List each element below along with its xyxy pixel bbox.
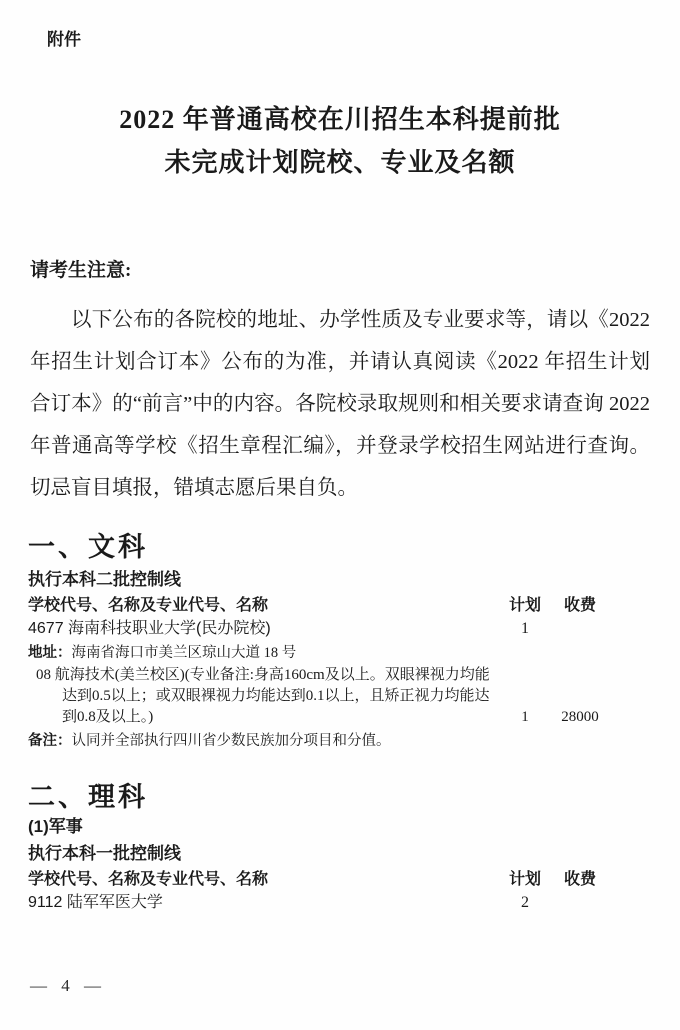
section-science — [28, 779, 680, 914]
major-text — [28, 665, 500, 728]
address-value: 海南省海口市美兰区琼山大道 18 号 — [71, 645, 297, 661]
table-header-row — [28, 595, 680, 617]
address-label: 地址： — [28, 645, 72, 661]
note-line — [28, 731, 680, 751]
school-code-name: 9112 陆军军医大学 — [28, 894, 163, 911]
column-header-plan: 计划 — [508, 871, 541, 888]
major-text-line-3: 到0.8及以上。) — [62, 709, 154, 725]
major-plan-value: 1 — [521, 709, 529, 725]
column-header-school: 学校代号、名称及专业代号、名称 — [28, 597, 269, 614]
section-heading-liberal-arts: 一、文科 — [28, 532, 148, 562]
control-line-label: 执行本科一批控制线 — [28, 844, 181, 863]
attachment-label: 附件 — [47, 30, 81, 49]
document-title-line-1: 2022 年普通高校在川招生本科提前批 — [119, 105, 561, 134]
major-row — [28, 665, 680, 728]
subsection-military-label: (1)军事 — [28, 817, 83, 836]
column-header-school: 学校代号、名称及专业代号、名称 — [28, 871, 269, 888]
column-header-fee: 收费 — [563, 597, 596, 614]
document-title-line-2: 未完成计划院校、专业及名额 — [164, 148, 516, 177]
note-value: 认同并全部执行四川省少数民族加分项目和分值。 — [71, 733, 391, 749]
major-text-line-2: 达到0.5以上；或双眼裸视力均能达到0.1以上，且矫正视力均能达 — [62, 688, 490, 704]
column-header-fee: 收费 — [563, 871, 596, 888]
note-label: 备注： — [28, 733, 72, 749]
column-header-plan: 计划 — [508, 597, 541, 614]
school-code-name: 4677 海南科技职业大学(民办院校) — [28, 620, 271, 637]
document-title — [0, 98, 680, 184]
section-heading-science: 二、理科 — [28, 782, 148, 812]
major-text-line-1: 08 航海技术(美兰校区)(专业备注:身高160cm及以上。双眼裸视力均能 — [36, 667, 490, 683]
page-number: — 4 — — [30, 976, 106, 995]
control-line-label: 执行本科二批控制线 — [28, 570, 181, 589]
section-liberal-arts — [28, 529, 680, 751]
major-fee-value: 28000 — [561, 709, 599, 725]
school-plan-value: 1 — [521, 620, 529, 637]
school-plan-value: 2 — [521, 894, 529, 911]
notice-heading: 请考生注意: — [30, 260, 132, 281]
notice-paragraph: 以下公布的各院校的地址、办学性质及专业要求等，请以《2022 年招生计划合订本》公布的为准，并请认真阅读《2022 年招生计划合订本》的“前言”中的内容。各院校录取规则和相关要求请查询 2022 年普通高等学校《招生章程汇编》，并登录学校招生网站进行查询。切忌盲目填报，错填志愿后果自负。 — [30, 309, 650, 499]
school-row — [28, 892, 680, 914]
school-row — [28, 618, 680, 640]
address-line — [28, 643, 680, 663]
table-header-row — [28, 869, 680, 891]
